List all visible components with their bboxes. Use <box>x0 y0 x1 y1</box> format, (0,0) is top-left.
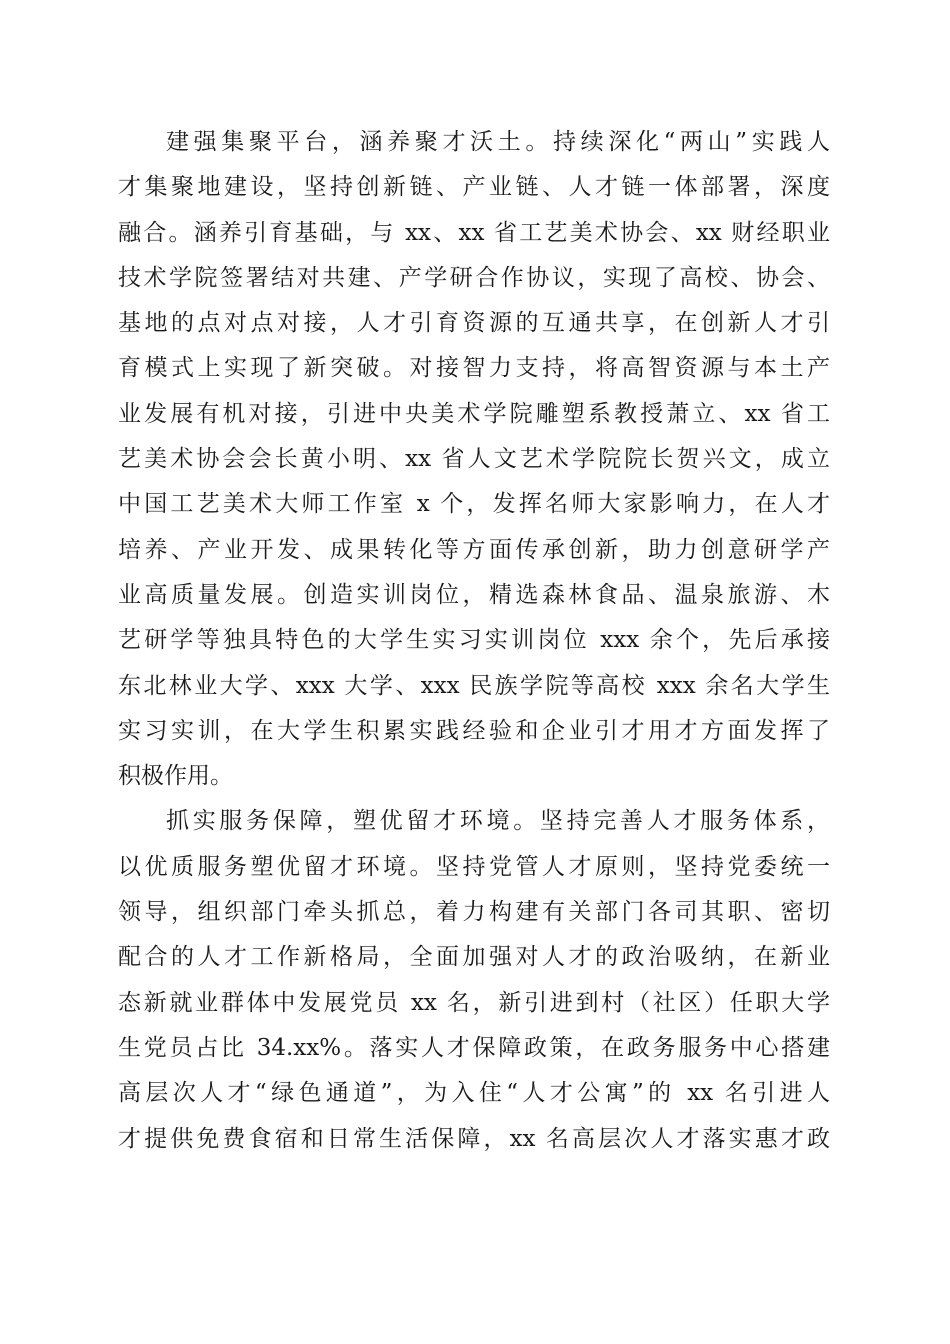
text-line: 中国工艺美术大师工作室 x 个，发挥名师大家影响力，在人才 <box>118 491 830 518</box>
text-line: 抓实服务保障，塑优留才环境。坚持完善人才服务体系， <box>166 808 830 835</box>
text-line: 以优质服务塑优留才环境。坚持党管人才原则，坚持党委统一 <box>118 853 830 880</box>
text-line: 育模式上实现了新突破。对接智力支持，将高智资源与本土产 <box>118 355 830 382</box>
text-line: 才提供免费食宿和日常生活保障，xx 名高层次人才落实惠才政 <box>118 1125 830 1152</box>
text-line: 高层次人才“绿色通道”，为入住“人才公寓”的 xx 名引进人 <box>118 1080 830 1107</box>
text-line: 业高质量发展。创造实训岗位，精选森林食品、温泉旅游、木 <box>118 581 830 608</box>
text-line: 态新就业群体中发展党员 xx 名，新引进到村（社区）任职大学 <box>118 989 830 1016</box>
text-line: 技术学院签署结对共建、产学研合作协议，实现了高校、协会、 <box>118 264 830 291</box>
text-line: 融合。涵养引育基础，与 xx、xx 省工艺美术协会、xx 财经职业 <box>118 219 830 246</box>
text-line: 东北林业大学、xxx 大学、xxx 民族学院等高校 xxx 余名大学生 <box>118 672 830 699</box>
text-line: 生党员占比 34.xx%。落实人才保障政策，在政务服务中心搭建 <box>118 1034 830 1061</box>
text-line: 基地的点对点对接，人才引育资源的互通共享，在创新人才引 <box>118 310 830 337</box>
text-line: 配合的人才工作新格局，全面加强对人才的政治吸纳，在新业 <box>118 944 830 971</box>
text-line: 积极作用。 <box>118 763 233 790</box>
paragraph-service-guarantee <box>118 799 830 1161</box>
text-line: 才集聚地建设，坚持创新链、产业链、人才链一体部署，深度 <box>118 174 830 201</box>
document-body <box>118 120 830 1162</box>
text-line: 实习实训，在大学生积累实践经验和企业引才用才方面发挥了 <box>118 717 830 744</box>
text-line: 艺研学等独具特色的大学生实习实训岗位 xxx 余个，先后承接 <box>118 627 830 654</box>
paragraph-talent-platform <box>118 120 830 799</box>
text-line: 艺美术协会会长黄小明、xx 省人文艺术学院院长贺兴文，成立 <box>118 446 830 473</box>
text-line: 领导，组织部门牵头抓总，着力构建有关部门各司其职、密切 <box>118 899 830 926</box>
text-line: 业发展有机对接，引进中央美术学院雕塑系教授萧立、xx 省工 <box>118 400 830 427</box>
text-line: 培养、产业开发、成果转化等方面传承创新，助力创意研学产 <box>118 536 830 563</box>
text-line: 建强集聚平台，涵养聚才沃土。持续深化“两山”实践人 <box>166 129 830 155</box>
